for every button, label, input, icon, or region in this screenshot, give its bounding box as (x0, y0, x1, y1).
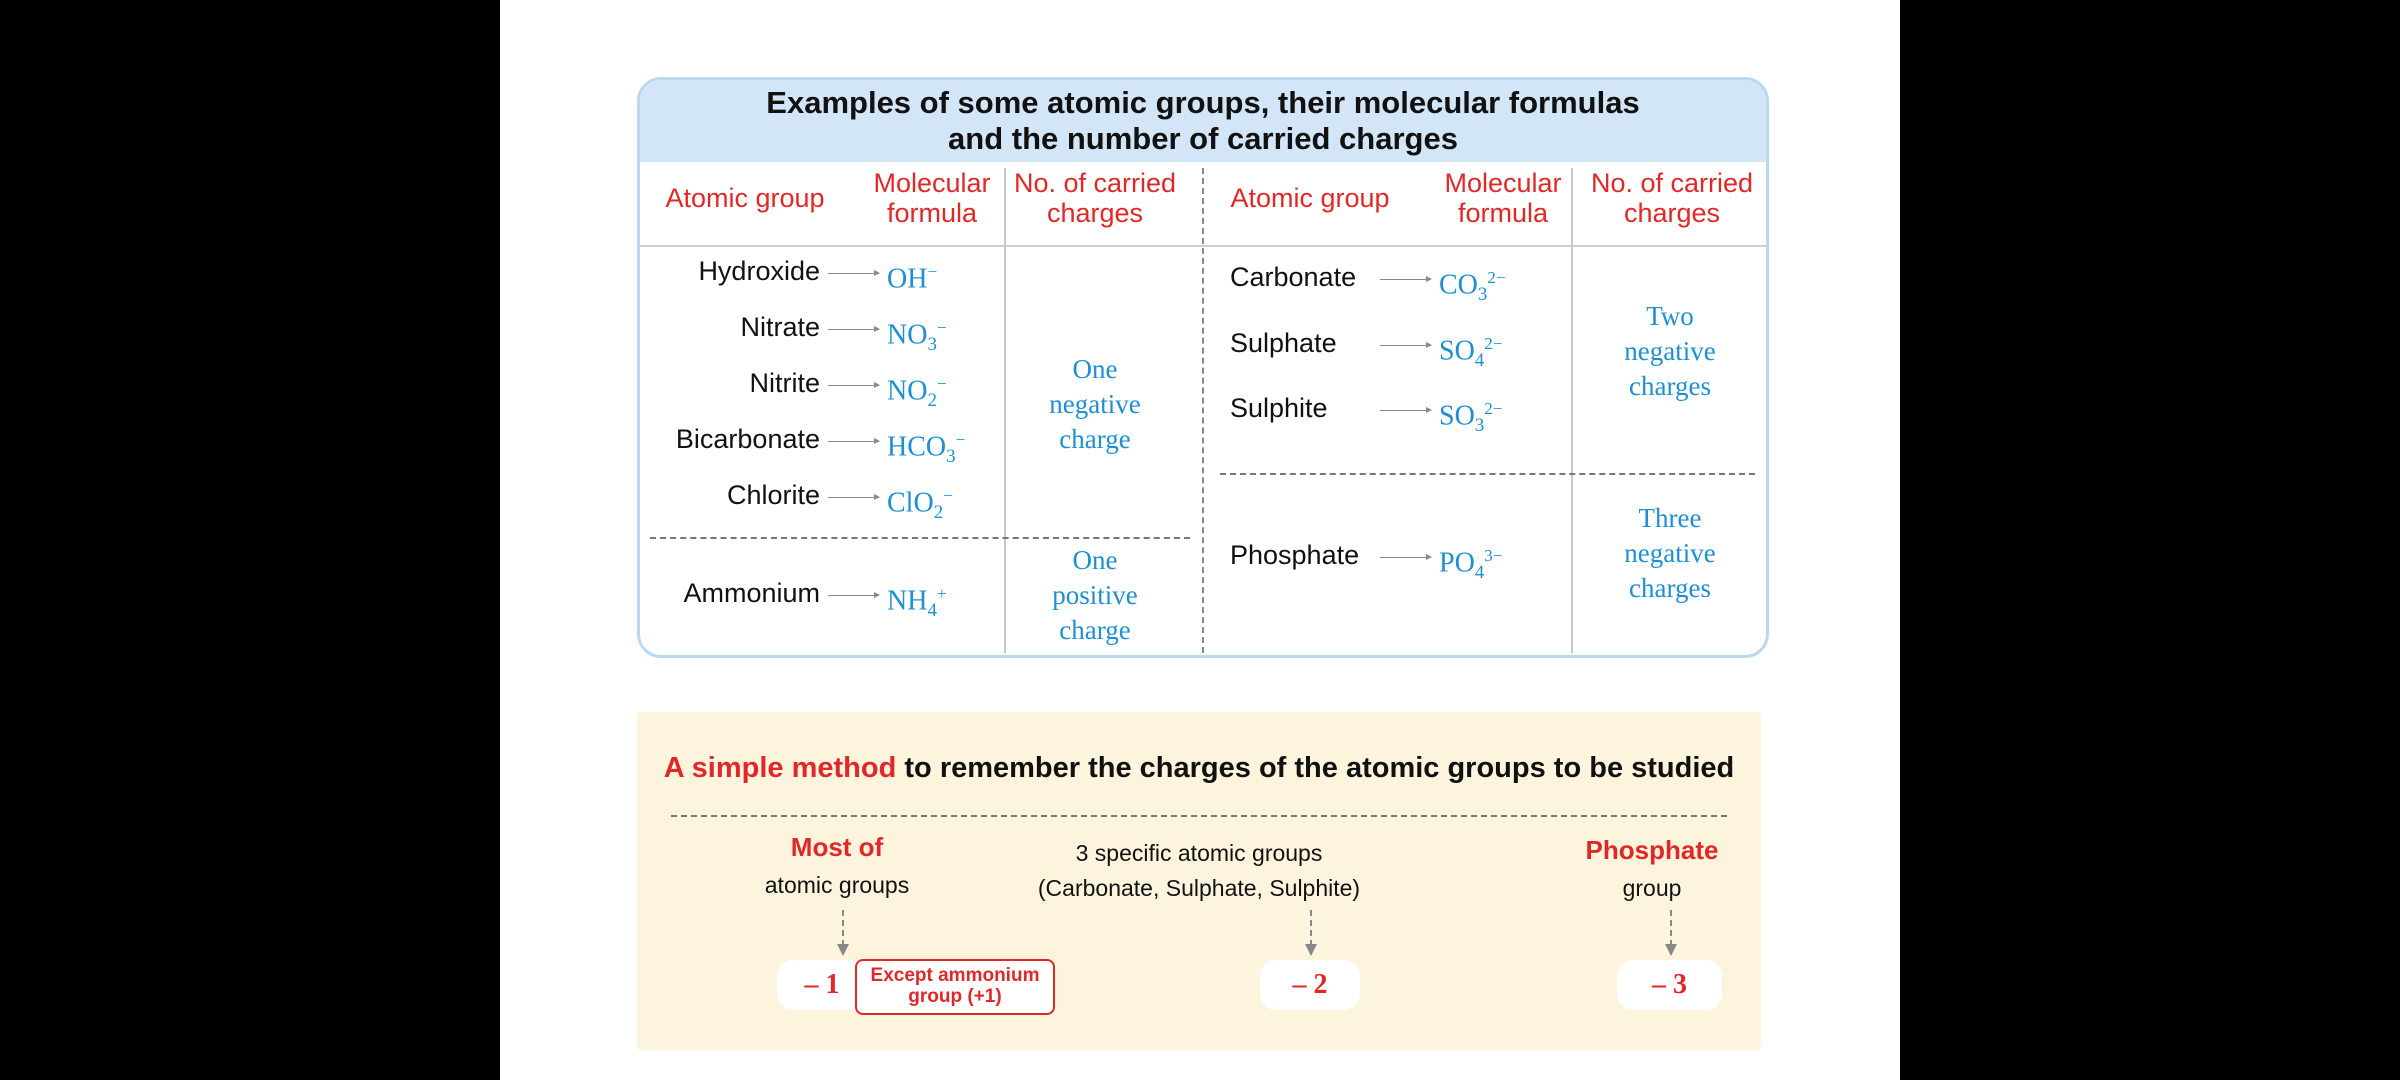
charge-line: One (1072, 354, 1118, 384)
page (500, 0, 1900, 1080)
memory-method-box (637, 712, 1761, 1050)
formula-charge: 3− (1484, 546, 1503, 565)
charge-line: One (1072, 545, 1118, 575)
arrow-right-icon (1380, 410, 1430, 411)
col1-subtitle: atomic groups (764, 872, 910, 898)
charge-line: Three (1638, 503, 1702, 533)
charge-line: Two (1646, 301, 1694, 331)
molecular-formula (1439, 540, 1502, 589)
formula-charge: + (936, 584, 947, 603)
column-divider-left (1004, 168, 1006, 653)
col3-charge-value: – 3 (1617, 960, 1722, 1010)
arrow-right-icon (828, 385, 878, 386)
molecular-formula (887, 480, 953, 529)
col3-subtitle: group (1622, 875, 1682, 901)
method-title-highlight: A simple method (663, 752, 897, 784)
right-section-divider (1220, 473, 1755, 475)
molecular-formula (1439, 393, 1502, 442)
header-atomic-group-right: Atomic group (1230, 183, 1390, 213)
formula-subscript: 2 (927, 389, 937, 411)
charge-one-positive (1010, 543, 1180, 648)
charge-line: charge (1059, 424, 1131, 454)
header-molecular-formula-left: Molecular formula (873, 168, 991, 228)
molecular-formula (887, 368, 947, 417)
column-divider-right (1571, 168, 1573, 653)
formula-subscript: 3 (927, 333, 937, 355)
arrow-right-icon (1380, 557, 1430, 558)
formula-subscript: 3 (1474, 414, 1485, 436)
formula-base: PO (1439, 547, 1475, 579)
header-molecular-formula-right: Molecular formula (1444, 168, 1562, 228)
charge-line: negative (1624, 538, 1716, 568)
formula-subscript: 4 (927, 599, 937, 621)
col3-arrow-icon (1670, 910, 1672, 946)
formula-base: OH (887, 263, 928, 295)
molecular-formula (887, 256, 937, 305)
formula-subscript: 4 (1474, 561, 1485, 583)
center-divider (1202, 168, 1204, 653)
header-carried-charges-right: No. of carried charges (1590, 168, 1754, 228)
group-name: Ammonium (683, 578, 820, 608)
table-title-line2: and the number of carried charges (948, 121, 1458, 156)
col1-arrow-icon (842, 910, 844, 946)
col1-charge-value: – 1 (777, 960, 867, 1010)
group-name: Chlorite (726, 480, 820, 510)
header-carried-charges-left: No. of carried charges (1013, 168, 1177, 228)
arrow-right-icon (828, 273, 878, 274)
formula-base: NH (887, 585, 928, 617)
formula-base: SO (1439, 400, 1475, 432)
charge-line: charges (1629, 371, 1711, 401)
molecular-formula (1439, 328, 1502, 377)
molecular-formula (887, 312, 947, 361)
except-line1: Except ammonium (870, 965, 1040, 986)
except-ammonium-note (855, 959, 1055, 1015)
formula-subscript: 3 (946, 445, 956, 467)
table-title (640, 80, 1766, 162)
col2-subtitle-line1: 3 specific atomic groups (1075, 840, 1323, 866)
formula-base: CO (1439, 269, 1478, 301)
charge-three-negative (1585, 501, 1755, 606)
formula-charge: − (955, 430, 966, 449)
charge-line: negative (1624, 336, 1716, 366)
atomic-groups-table (637, 77, 1769, 658)
group-name: Nitrate (740, 312, 820, 342)
method-title (637, 752, 1761, 785)
group-name: Sulphite (1230, 393, 1328, 423)
charge-line: positive (1052, 580, 1138, 610)
except-line2: group (+1) (908, 986, 1002, 1007)
col2-charge-value: – 2 (1260, 960, 1360, 1010)
formula-base: NO (887, 319, 928, 351)
col1-heading: Most of (790, 832, 884, 862)
method-divider (671, 815, 1727, 817)
molecular-formula (1439, 262, 1506, 311)
table-title-line1: Examples of some atomic groups, their molecular formulas (766, 85, 1640, 120)
formula-base: SO (1439, 335, 1475, 367)
arrow-right-icon (1380, 345, 1430, 346)
arrow-right-icon (828, 329, 878, 330)
charge-line: charge (1059, 615, 1131, 645)
charge-line: negative (1049, 389, 1141, 419)
formula-charge: 2− (1484, 399, 1503, 418)
formula-base: HCO (887, 431, 947, 463)
group-name: Carbonate (1230, 262, 1357, 292)
molecular-formula (887, 424, 965, 473)
arrow-right-icon (828, 441, 878, 442)
arrow-right-icon (1380, 279, 1430, 280)
arrow-right-icon (828, 595, 878, 596)
formula-subscript: 3 (1477, 283, 1488, 305)
formula-charge: − (943, 486, 953, 505)
formula-charge: − (936, 374, 947, 393)
formula-charge: 2− (1484, 334, 1503, 353)
group-name: Phosphate (1230, 540, 1360, 570)
formula-base: ClO (887, 487, 934, 519)
col2-arrow-icon (1310, 910, 1312, 946)
group-name: Nitrite (749, 368, 820, 398)
col3-heading: Phosphate (1585, 835, 1719, 865)
molecular-formula (887, 578, 947, 627)
formula-base: NO (887, 375, 928, 407)
left-section-divider (650, 537, 1190, 539)
formula-subscript: 2 (933, 501, 944, 523)
formula-charge: 2− (1487, 268, 1506, 287)
formula-charge: − (936, 318, 947, 337)
charge-line: charges (1629, 573, 1711, 603)
charge-one-negative (1010, 352, 1180, 457)
formula-charge: − (927, 262, 938, 281)
charge-two-negative (1585, 299, 1755, 404)
header-atomic-group-left: Atomic group (665, 183, 825, 213)
arrow-right-icon (828, 497, 878, 498)
formula-subscript: 4 (1474, 349, 1485, 371)
col2-subtitle-line2: (Carbonate, Sulphate, Sulphite) (1037, 875, 1361, 901)
group-name: Hydroxide (698, 256, 820, 286)
method-title-rest: to remember the charges of the atomic groups to be studied (896, 752, 1735, 784)
group-name: Bicarbonate (675, 424, 820, 454)
group-name: Sulphate (1230, 328, 1337, 358)
